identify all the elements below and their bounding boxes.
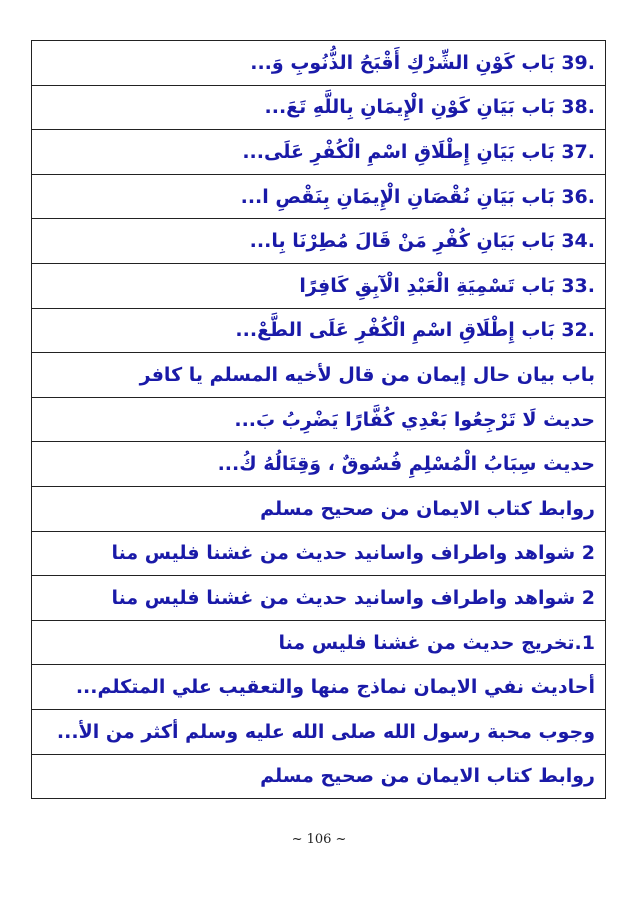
toc-link[interactable]: حديث لَا تَرْجِعُوا بَعْدِي كُفَّارًا يَضْرِبُ بَ... — [32, 397, 606, 442]
table-row — [32, 353, 606, 398]
table-row — [32, 620, 606, 665]
table-row — [32, 263, 606, 308]
table-row — [32, 709, 606, 754]
table-row — [32, 754, 606, 799]
page-number: ~ 106 ~ — [291, 832, 347, 847]
table-row — [32, 219, 606, 264]
toc-link[interactable]: .39 بَاب كَوْنِ الشِّرْكِ أَقْبَحُ الذُّنُوبِ وَ... — [32, 41, 606, 86]
table-row — [32, 576, 606, 621]
toc-link[interactable]: .38 بَاب بَيَانِ كَوْنِ الْإِيمَانِ بِاللَّهِ تَعَ... — [32, 85, 606, 130]
toc-link[interactable]: 1.تخريج حديث من غشنا فليس منا — [32, 620, 606, 665]
toc-link[interactable]: .33 بَاب تَسْمِيَةِ الْعَبْدِ الْآبِقِ كَافِرًا — [32, 263, 606, 308]
toc-link[interactable]: وجوب محبة رسول الله صلى الله عليه وسلم أكثر من الأ... — [32, 709, 606, 754]
toc-link[interactable]: حديث سِبَابُ الْمُسْلِمِ فُسُوقٌ ، وَقِتَالُهُ كُ... — [32, 442, 606, 487]
table-row — [32, 41, 606, 86]
table-row — [32, 531, 606, 576]
toc-link[interactable]: .36 بَاب بَيَانِ نُقْصَانِ الْإِيمَانِ بِنَقْصِ ا... — [32, 174, 606, 219]
toc-link[interactable]: روابط كتاب الايمان من صحيح مسلم — [32, 754, 606, 799]
table-row — [32, 85, 606, 130]
toc-link[interactable]: 2 شواهد واطراف واسانيد حديث من غشنا فليس منا — [32, 576, 606, 621]
toc-link[interactable]: روابط كتاب الايمان من صحيح مسلم — [32, 486, 606, 531]
toc-table — [31, 40, 606, 799]
toc-link[interactable]: .34 بَاب بَيَانِ كُفْرِ مَنْ قَالَ مُطِرْنَا بِا... — [32, 219, 606, 264]
toc-link[interactable]: أحاديث نفي الايمان نماذج منها والتعقيب علي المتكلم... — [32, 665, 606, 710]
table-row — [32, 130, 606, 175]
toc-link[interactable]: .37 بَاب بَيَانِ إِطْلَاقِ اسْمِ الْكُفْرِ عَلَى... — [32, 130, 606, 175]
toc-link[interactable]: .32 بَاب إِطْلَاقِ اسْمِ الْكُفْرِ عَلَى الطَّعْ... — [32, 308, 606, 353]
table-row — [32, 486, 606, 531]
toc-link[interactable]: باب بيان حال إيمان من قال لأخيه المسلم يا كافر — [32, 353, 606, 398]
table-row — [32, 397, 606, 442]
table-row — [32, 442, 606, 487]
table-row — [32, 174, 606, 219]
table-row — [32, 665, 606, 710]
toc-link[interactable]: 2 شواهد واطراف واسانيد حديث من غشنا فليس منا — [32, 531, 606, 576]
table-row — [32, 308, 606, 353]
